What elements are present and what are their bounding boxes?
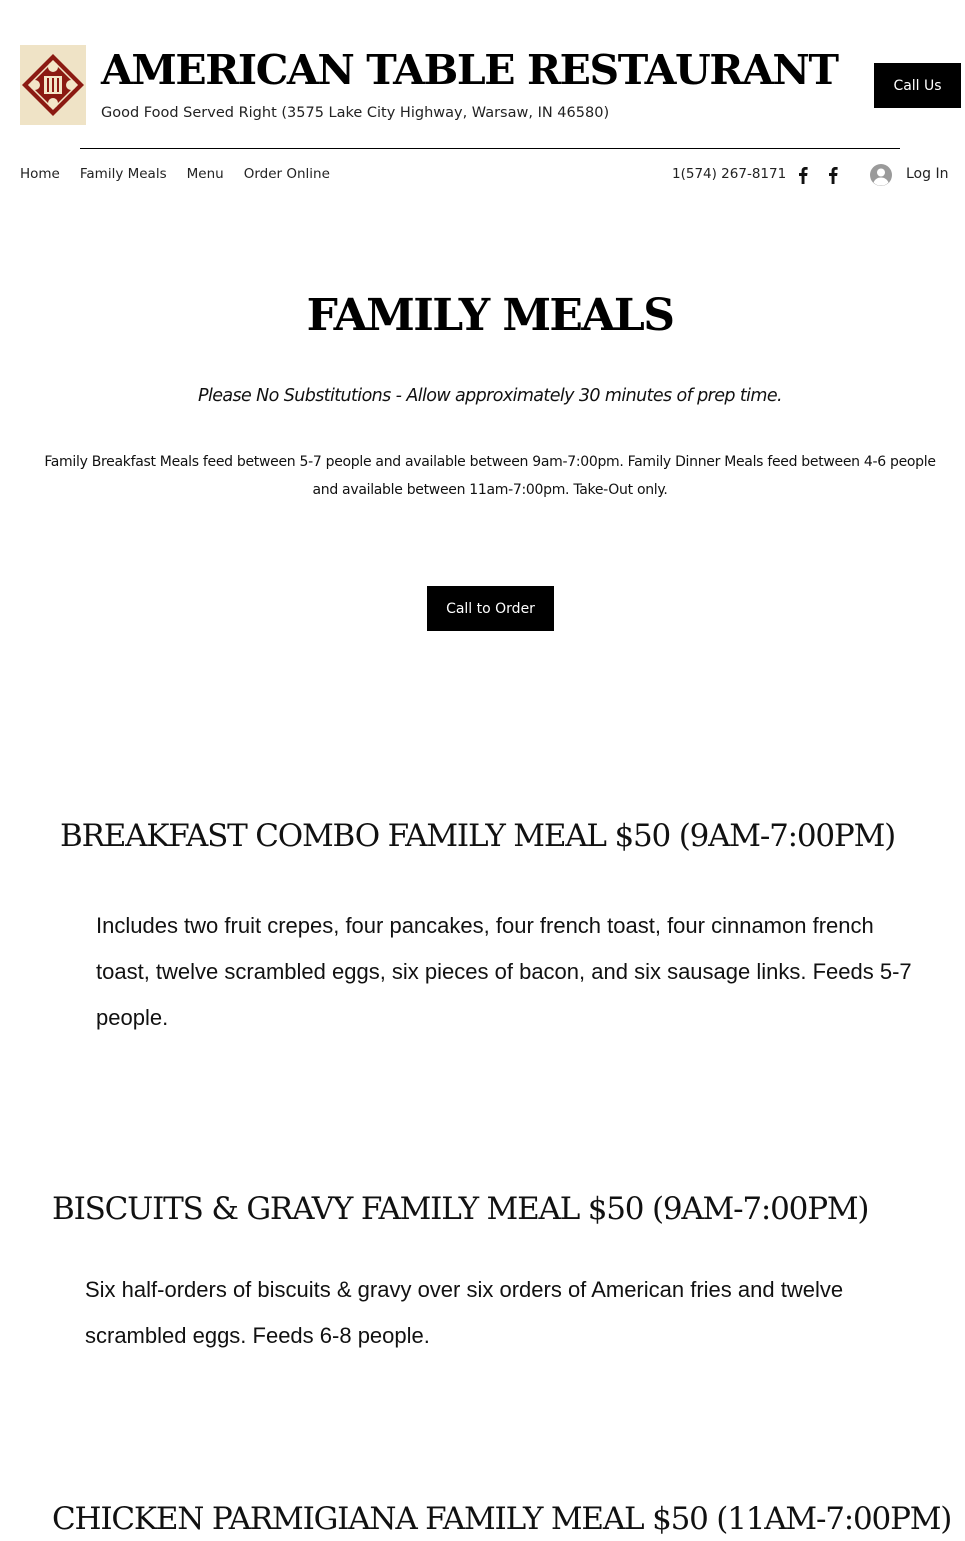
site-title[interactable]: AMERICAN TABLE RESTAURANT (101, 46, 838, 94)
restaurant-logo[interactable] (20, 45, 86, 125)
site-tagline: Good Food Served Right (3575 Lake City Highway, Warsaw, IN 46580) (101, 105, 610, 121)
restaurant-diamond-logo-icon (20, 45, 86, 125)
call-to-order-button[interactable]: Call to Order (427, 586, 554, 631)
availability-info: Family Breakfast Meals feed between 5-7 people and available between 9am-7:00pm. Family Dinner Meals feed between 4-6 people and available between 11am-7:00pm. Take-Out only. (44, 454, 936, 498)
meal-title: BISCUITS & GRAVY FAMILY MEAL $50 (9AM-7:00PM) (52, 1191, 869, 1227)
facebook-icon[interactable] (795, 166, 811, 184)
user-avatar-icon[interactable] (870, 164, 892, 186)
facebook-icon[interactable] (825, 166, 841, 184)
nav-item-family-meals[interactable]: Family Meals (79, 166, 167, 182)
call-us-button[interactable]: Call Us (874, 63, 961, 108)
page-title: FAMILY MEALS (306, 290, 674, 341)
meal-title: BREAKFAST COMBO FAMILY MEAL $50 (9AM-7:00PM) (60, 818, 896, 854)
meal-description: Six half-orders of biscuits & gravy over six orders of American fries and twelve scrambled eggs. Feeds 6-8 people. (85, 1277, 844, 1348)
login-link[interactable]: Log In (906, 166, 949, 182)
substitution-note: Please No Substitutions - Allow approximately 30 minutes of prep time. (198, 386, 782, 406)
nav-item-menu[interactable]: Menu (186, 166, 224, 182)
meal-description: Includes two fruit crepes, four pancakes, four french toast, four cinnamon french toast, twelve scrambled eggs, six pieces of bacon, and six sausage links. Feeds 5-7 people. (96, 913, 912, 1030)
nav-item-order-online[interactable]: Order Online (243, 166, 330, 182)
nav-item-home[interactable]: Home (20, 166, 60, 182)
meal-title: CHICKEN PARMIGIANA FAMILY MEAL $50 (11AM-7:00PM) (52, 1501, 952, 1537)
header-divider (80, 148, 900, 149)
main-nav (20, 166, 350, 182)
phone-number: 1(574) 267-8171 (672, 166, 787, 182)
